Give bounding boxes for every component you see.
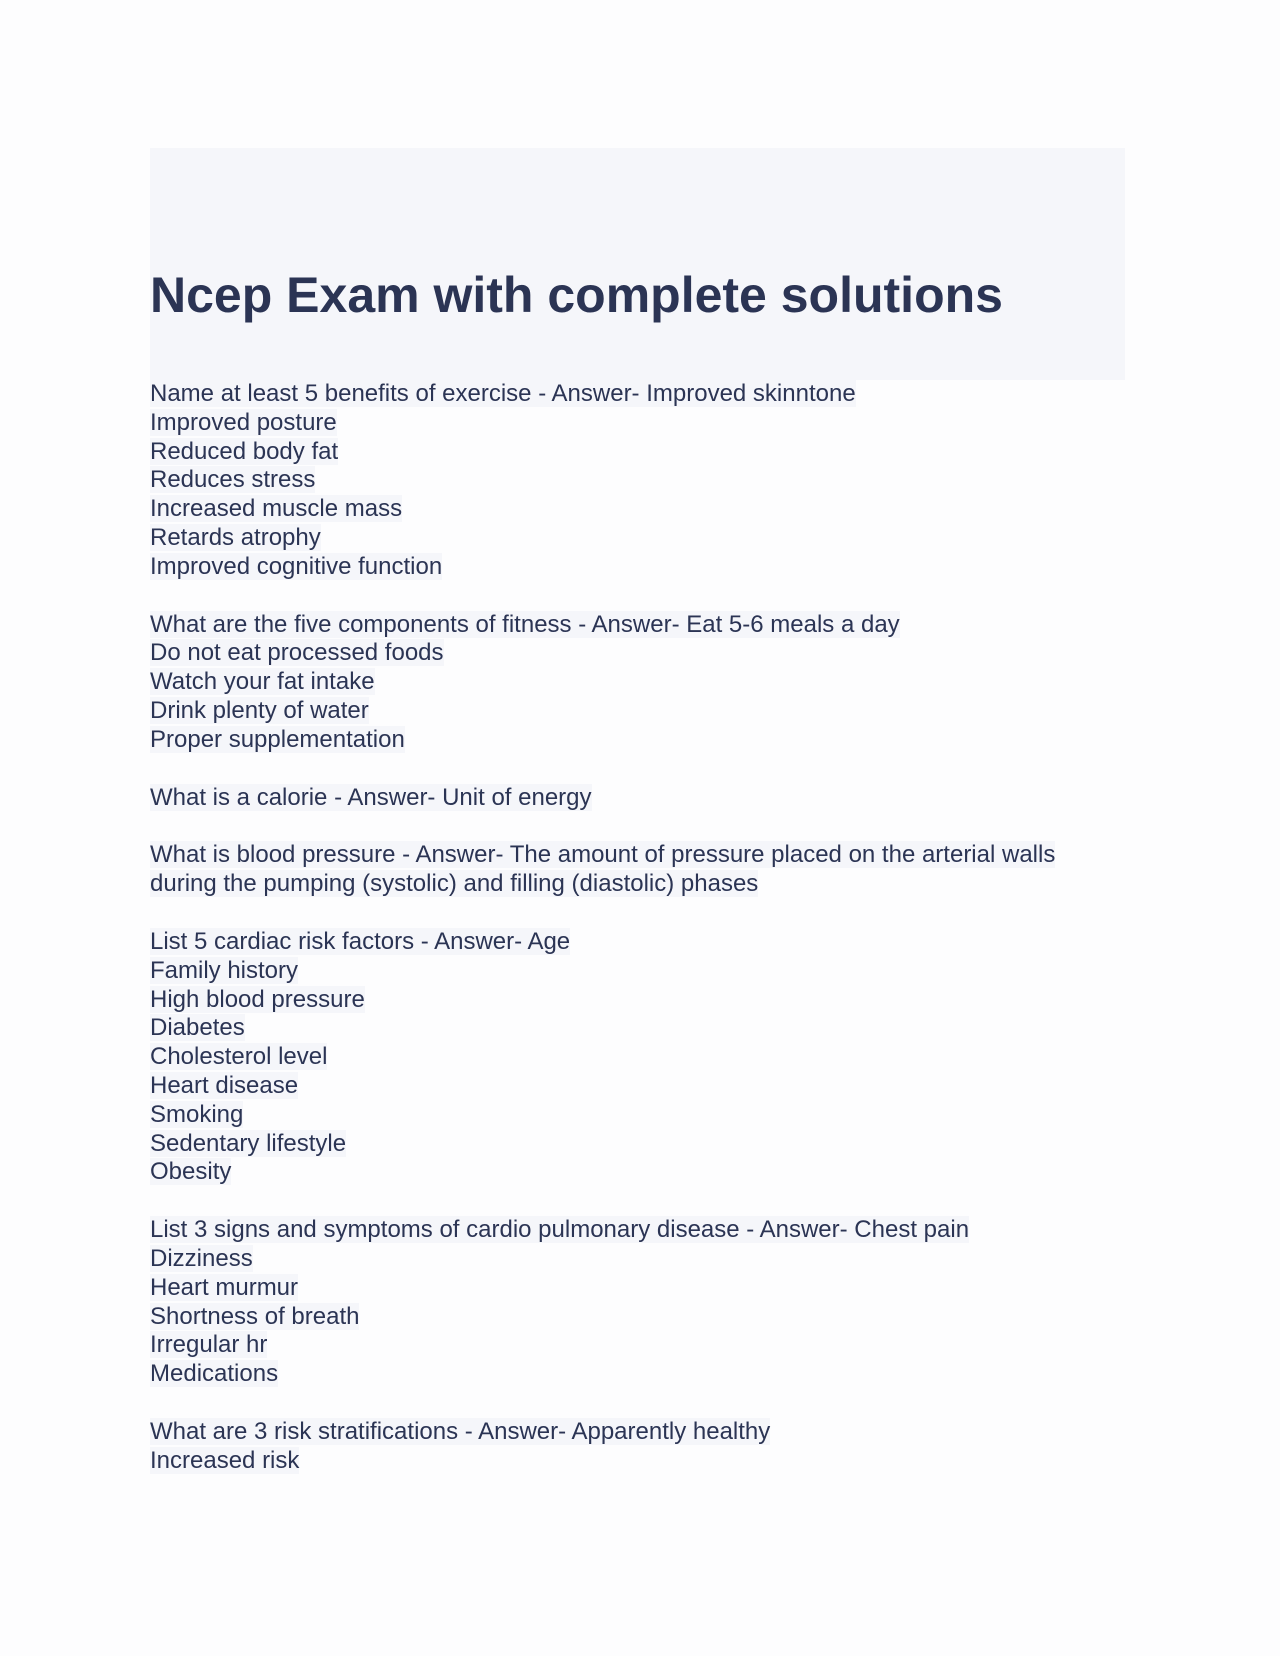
line-text: Smoking bbox=[150, 1100, 244, 1128]
qa-item bbox=[150, 841, 1125, 899]
line-text: Reduced body fat bbox=[150, 437, 339, 465]
answer-line bbox=[150, 1360, 1125, 1389]
document-page bbox=[150, 148, 1125, 1505]
answer-line bbox=[150, 1274, 1125, 1303]
title-block bbox=[150, 148, 1125, 380]
answer-line bbox=[150, 1072, 1125, 1101]
question-line bbox=[150, 1216, 1125, 1245]
line-text: Cholesterol level bbox=[150, 1043, 328, 1071]
answer-line bbox=[150, 668, 1125, 697]
answer-line bbox=[150, 1014, 1125, 1043]
answer-line bbox=[150, 1447, 1125, 1476]
answer-line bbox=[150, 1043, 1125, 1072]
qa-item bbox=[150, 1418, 1125, 1476]
answer-line bbox=[150, 553, 1125, 582]
line-text: Obesity bbox=[150, 1158, 232, 1186]
question-line bbox=[150, 784, 1125, 813]
question-line bbox=[150, 928, 1125, 957]
line-text: Proper supplementation bbox=[150, 725, 405, 753]
line-text: High blood pressure bbox=[150, 985, 365, 1013]
answer-line bbox=[150, 1158, 1125, 1187]
answer-line bbox=[150, 726, 1125, 755]
line-text: Reduces stress bbox=[150, 466, 316, 494]
line-text: Do not eat processed foods bbox=[150, 639, 444, 667]
answer-line bbox=[150, 1245, 1125, 1274]
answer-line bbox=[150, 986, 1125, 1015]
question-line bbox=[150, 1418, 1125, 1447]
qa-item bbox=[150, 1216, 1125, 1389]
page-title: Ncep Exam with complete solutions bbox=[150, 267, 1003, 323]
answer-line bbox=[150, 1101, 1125, 1130]
qa-list bbox=[150, 380, 1125, 1476]
line-text: Improved posture bbox=[150, 408, 337, 436]
line-text: Irregular hr bbox=[150, 1331, 268, 1359]
qa-item bbox=[150, 784, 1125, 813]
question-line bbox=[150, 841, 1125, 870]
answer-line bbox=[150, 957, 1125, 986]
line-text: Watch your fat intake bbox=[150, 668, 375, 696]
line-text: Retards atrophy bbox=[150, 523, 321, 551]
answer-line bbox=[150, 524, 1125, 553]
line-text: List 3 signs and symptoms of cardio pulmonary disease - Answer- Chest pain bbox=[150, 1216, 970, 1244]
line-text: Dizziness bbox=[150, 1244, 253, 1272]
qa-item bbox=[150, 611, 1125, 755]
line-text: Improved cognitive function bbox=[150, 552, 443, 580]
answer-line bbox=[150, 870, 1125, 899]
answer-line bbox=[150, 1303, 1125, 1332]
answer-line bbox=[150, 466, 1125, 495]
line-text: Heart disease bbox=[150, 1071, 299, 1099]
line-text: Diabetes bbox=[150, 1014, 245, 1042]
line-text: What are 3 risk stratifications - Answer- Apparently healthy bbox=[150, 1417, 771, 1445]
answer-line bbox=[150, 438, 1125, 467]
qa-item bbox=[150, 380, 1125, 582]
answer-line bbox=[150, 639, 1125, 668]
line-text: What is a calorie - Answer- Unit of energy bbox=[150, 783, 592, 811]
line-text: Sedentary lifestyle bbox=[150, 1129, 347, 1157]
answer-line bbox=[150, 409, 1125, 438]
answer-line bbox=[150, 495, 1125, 524]
line-text: Drink plenty of water bbox=[150, 696, 369, 724]
question-line bbox=[150, 380, 1125, 409]
line-text: Increased muscle mass bbox=[150, 495, 403, 523]
line-text: What are the five components of fitness - Answer- Eat 5-6 meals a day bbox=[150, 610, 900, 638]
answer-line bbox=[150, 1130, 1125, 1159]
line-text: Increased risk bbox=[150, 1446, 300, 1474]
line-text: Medications bbox=[150, 1360, 279, 1388]
line-text: Heart murmur bbox=[150, 1273, 299, 1301]
line-text: during the pumping (systolic) and filling (diastolic) phases bbox=[150, 870, 759, 898]
line-text: List 5 cardiac risk factors - Answer- Age bbox=[150, 927, 571, 955]
line-text: Family history bbox=[150, 956, 299, 984]
line-text: Shortness of breath bbox=[150, 1302, 360, 1330]
line-text: What is blood pressure - Answer- The amount of pressure placed on the arterial walls bbox=[150, 841, 1056, 869]
qa-item bbox=[150, 928, 1125, 1187]
answer-line bbox=[150, 697, 1125, 726]
line-text: Name at least 5 benefits of exercise - Answer- Improved skinntone bbox=[150, 380, 856, 407]
question-line bbox=[150, 611, 1125, 640]
answer-line bbox=[150, 1331, 1125, 1360]
